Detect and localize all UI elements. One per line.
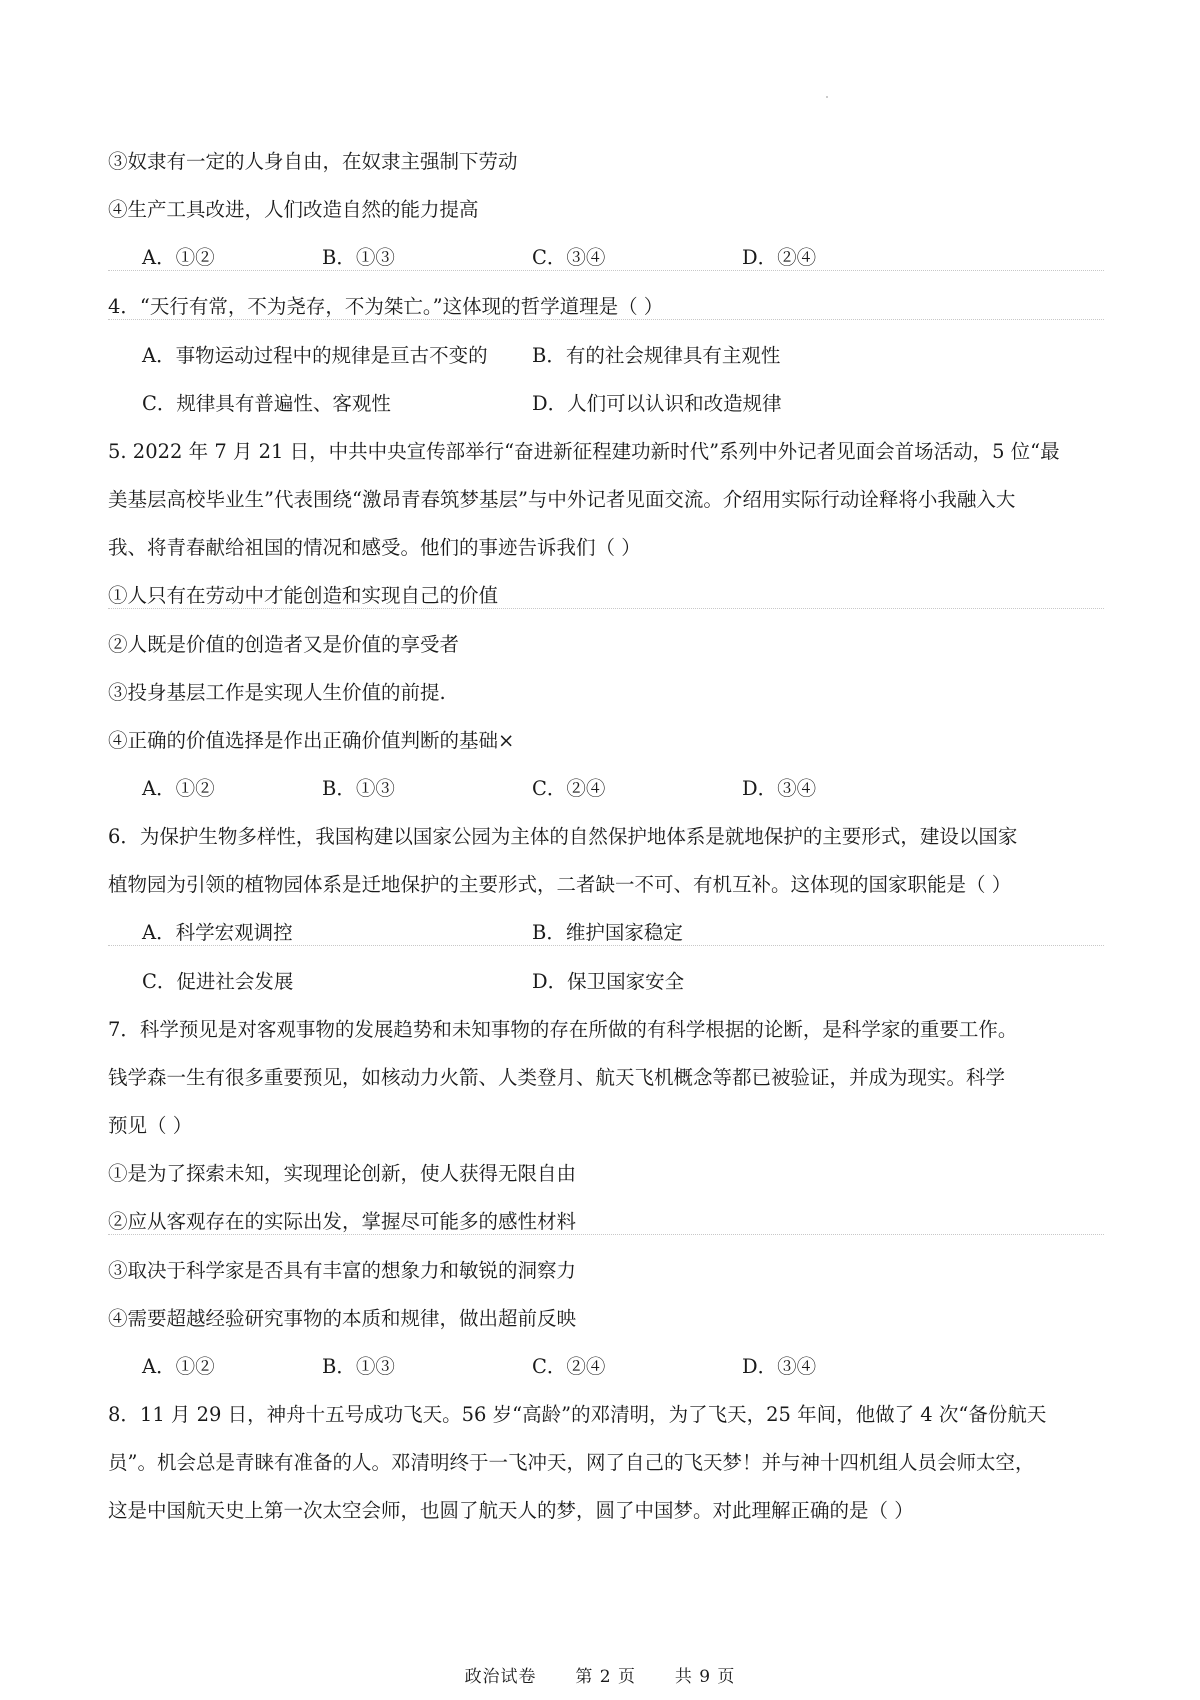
footer-page-number: 第 2 页: [575, 1667, 636, 1687]
question-8-stem: 这是中国航天史上第一次太空会师，也圆了航天人的梦，圆了中国梦。对此理解正确的是（ ）: [108, 1499, 914, 1522]
q6-options-row-1: [108, 921, 1104, 946]
option-d: D．②④: [742, 246, 817, 269]
q3-options: [108, 246, 1104, 271]
statement-line: ④需要超越经验研究事物的本质和规律，做出超前反映: [108, 1307, 577, 1330]
option-c: C．③④: [532, 246, 606, 269]
option-c: C．②④: [532, 1355, 606, 1378]
question-content: [108, 150, 1104, 1547]
statement-line: ③投身基层工作是实现人生价值的前提.: [108, 681, 446, 704]
q4-options-row-1: [108, 344, 1104, 368]
option-a: A．①②: [142, 777, 215, 800]
statement-line: ①人只有在劳动中才能创造和实现自己的价值: [108, 584, 1104, 609]
option-c: C．②④: [532, 777, 606, 800]
q4-options-row-2: [108, 392, 1104, 416]
option-a: A．①②: [142, 1355, 215, 1378]
option-c: C．促进社会发展: [142, 970, 294, 993]
question-6-stem: 植物园为引领的植物园体系是迁地保护的主要形式，二者缺一不可、有机互补。这体现的国家职能是（ ）: [108, 873, 1012, 896]
statement-line: ②人既是价值的创造者又是价值的享受者: [108, 633, 460, 656]
question-4-stem: 4．“天行有常，不为尧存，不为桀亡。”这体现的哲学道理是（ ）: [108, 295, 1104, 320]
option-b: B．有的社会规律具有主观性: [532, 344, 781, 367]
q5-options: [108, 777, 1104, 801]
footer-subject: 政治试卷: [464, 1667, 537, 1687]
option-a: A．事物运动过程中的规律是亘古不变的: [142, 344, 488, 367]
option-b: B．维护国家稳定: [532, 921, 683, 944]
option-d: D．人们可以认识和改造规律: [532, 392, 782, 415]
option-c: C．规律具有普遍性、客观性: [142, 392, 391, 415]
option-d: D．③④: [742, 777, 817, 800]
question-5-stem: 美基层高校毕业生”代表围绕“激昂青春筑梦基层”与中外记者见面交流。介绍用实际行动诠释将小我融入大: [108, 488, 1016, 511]
question-6-stem: 6．为保护生物多样性，我国构建以国家公园为主体的自然保护地体系是就地保护的主要形式，建设以国家: [108, 825, 1018, 848]
q6-options-row-2: [108, 970, 1104, 994]
option-d: D．保卫国家安全: [532, 970, 685, 993]
page-footer: [0, 1662, 1200, 1687]
statement-line: ③取决于科学家是否具有丰富的想象力和敏锐的洞察力: [108, 1259, 577, 1282]
question-5-stem: 我、将青春献给祖国的情况和感受。他们的事迹告诉我们（ ）: [108, 536, 641, 559]
statement-line: ③奴隶有一定的人身自由，在奴隶主强制下劳动: [108, 150, 518, 173]
question-7-stem: 钱学森一生有很多重要预见，如核动力火箭、人类登月、航天飞机概念等都已被验证，并成为现实。科学: [108, 1066, 1006, 1089]
statement-line: ④生产工具改进，人们改造自然的能力提高: [108, 198, 479, 221]
option-a: A．科学宏观调控: [142, 921, 293, 944]
statement-line: ①是为了探索未知，实现理论创新，使人获得无限自由: [108, 1162, 577, 1185]
option-b: B．①③: [322, 1355, 395, 1378]
option-a: A．①②: [142, 246, 215, 269]
footer-total-pages: 共 9 页: [674, 1667, 736, 1687]
question-7-stem: 预见（ ）: [108, 1114, 193, 1137]
question-8-stem: 员”。机会总是青睐有准备的人。邓清明终于一飞冲天，网了自己的飞天梦！并与神十四机组人员会师太空，: [108, 1451, 1035, 1474]
question-7-stem: 7．科学预见是对客观事物的发展趋势和未知事物的存在所做的有科学根据的论断，是科学家的重要工作。: [108, 1018, 1018, 1041]
statement-line: ②应从客观存在的实际出发，掌握尽可能多的感性材料: [108, 1210, 1104, 1235]
statement-line: ④正确的价值选择是作出正确价值判断的基础×: [108, 729, 515, 752]
option-b: B．①③: [322, 246, 395, 269]
q7-options: [108, 1355, 1104, 1379]
question-5-stem: 5. 2022 年 7 月 21 日，中共中央宣传部举行“奋进新征程建功新时代”系列中外记者见面会首场活动，5 位“最: [108, 440, 1060, 463]
option-b: B．①③: [322, 777, 395, 800]
scan-speck: [826, 96, 828, 98]
question-8-stem: 8．11 月 29 日，神舟十五号成功飞天。56 岁“高龄”的邓清明，为了飞天，25 年间，他做了 4 次“备份航天: [108, 1403, 1047, 1426]
option-d: D．③④: [742, 1355, 817, 1378]
